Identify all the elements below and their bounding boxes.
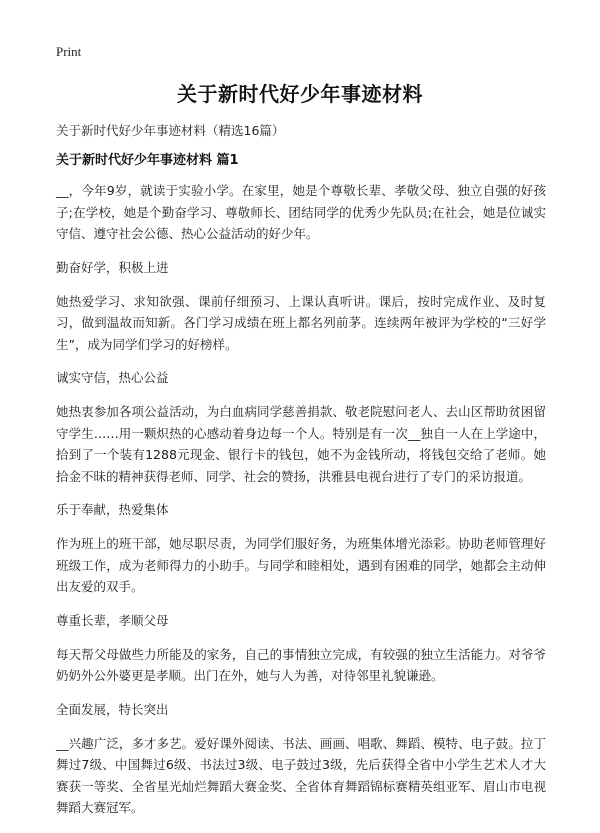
document-subtitle: 关于新时代好少年事迹材料（精选16篇） [56,123,285,138]
block-heading-4: 尊重长辈，孝顺父母 [56,612,169,628]
block-paragraph-1: 她热爱学习、求知欲强、课前仔细预习、上课认真听讲。课后，按时完成作业、及时复习，做到温故而知新。各门学习成绩在班上都名列前茅。连续两年被评为学校的“三好学生”，成为同学们学习的好榜样。 [56,293,546,352]
section-title: 关于新时代好少年事迹材料 篇1 [56,153,239,168]
block-paragraph-3: 作为班上的班干部，她尽职尽责，为同学们服好务，为班集体增光添彩。协助老师管理好班级工作，成为老师得力的小助手。与同学和睦相处，遇到有困难的同学，她都会主动伸出友爱的双手。 [56,536,546,594]
block-paragraph-4: 每天帮父母做些力所能及的家务，自己的事情独立完成，有较强的独立生活能力。对爷爷奶奶外公外婆更是孝顺。出门在外，她与人为善，对待邻里礼貌谦逊。 [56,646,546,683]
intro-paragraph: __，今年9岁，就读于实验小学。在家里，她是个尊敬长辈、孝敬父母、独立自强的好孩子;在学校，她是个勤奋学习、尊敬师长、团结同学的优秀少先队员;在社会，她是位诚实守信、遵守社会公德、热心公益活动的好少年。 [56,183,546,241]
block-heading-5: 全面发展，特长突出 [56,701,169,717]
document-title: 关于新时代好少年事迹材料 [177,82,423,106]
print-label[interactable]: Print [56,44,82,59]
document-content [56,152,546,833]
block-heading-2: 诚实守信，热心公益 [56,370,169,385]
block-heading-1: 勤奋好学，积极上进 [56,259,169,275]
block-paragraph-5: __兴趣广泛，多才多艺。爱好课外阅读、书法、画画、唱歌、舞蹈、模特、电子鼓。拉丁舞过7级、中国舞过6级、书法过3级、电子鼓过3级，先后获得全省中小学生艺术人才大赛获一等奖、全省星光灿烂舞蹈大赛金奖、全省体育舞蹈锦标赛精英组亚军、眉山市电视舞蹈大赛冠军。 [56,735,546,815]
block-paragraph-2: 她热衷参加各项公益活动，为白血病同学慈善捐款、敬老院慰问老人、去山区帮助贫困留守学生……用一颗炽热的心感动着身边每一个人。特别是有一次__独自一人在上学途中，拾到了一个装有1288元现金、银行卡的钱包，她不为金钱所动，将钱包交给了老师。她拾金不昧的精神获得老师、同学、社会的赞扬，洪雅县电视台进行了专门的采访报道。 [56,404,546,484]
block-heading-3: 乐于奉献，热爱集体 [56,502,169,517]
